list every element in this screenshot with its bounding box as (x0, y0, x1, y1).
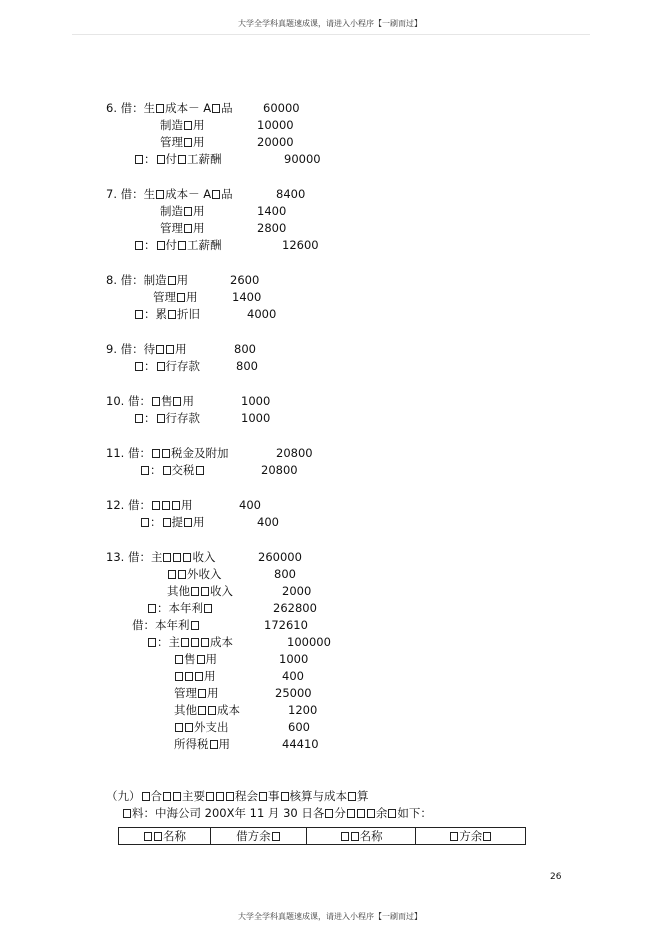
entry-line (273, 601, 317, 615)
entry-line (264, 618, 308, 632)
text-run: 借：本年利 (132, 618, 190, 632)
text-run: 工薪酬 (187, 238, 222, 252)
entry-line (160, 221, 205, 235)
missing-glyph-box (175, 672, 183, 681)
balance-table-header-row (119, 828, 526, 845)
entry-line (284, 152, 321, 166)
missing-glyph-box (175, 723, 183, 732)
text-run: 合 (150, 789, 162, 803)
missing-glyph-box (201, 587, 209, 596)
missing-glyph-box (172, 501, 180, 510)
text-run: 600 (288, 720, 310, 734)
text-run: 用 (175, 342, 187, 356)
missing-glyph-box (163, 518, 171, 527)
text-run: 成本 (210, 635, 233, 649)
missing-glyph-box (185, 723, 193, 732)
missing-glyph-box (195, 672, 203, 681)
entry-line (236, 359, 258, 373)
balance-table-header-cell (210, 828, 306, 845)
text-run: 用 (193, 515, 205, 529)
text-run: 800 (274, 567, 296, 581)
missing-glyph-box (135, 241, 143, 250)
entry-line (134, 359, 200, 373)
entry-line (257, 221, 286, 235)
entry-line (106, 342, 187, 356)
text-run: 名称 (359, 829, 383, 843)
text-run: 12600 (282, 238, 319, 252)
text-run: 管理 (174, 686, 197, 700)
missing-glyph-box (216, 792, 224, 801)
text-run: 1400 (232, 290, 262, 304)
entry-line (234, 342, 256, 356)
missing-glyph-box (185, 672, 193, 681)
text-run: 90000 (284, 152, 321, 166)
text-run: 方余 (459, 829, 483, 843)
missing-glyph-box (162, 449, 170, 458)
entry-line (261, 463, 298, 477)
text-run: 税金及附加 (170, 446, 229, 460)
text-run: 2600 (230, 273, 260, 287)
missing-glyph-box (226, 792, 234, 801)
entry-line (134, 307, 200, 321)
text-run: 售 (184, 652, 196, 666)
entry-line (132, 618, 200, 632)
balance-table-header-cell (119, 828, 211, 845)
entry-line (276, 187, 305, 201)
text-run: 20000 (257, 135, 294, 149)
missing-glyph-box (148, 604, 156, 613)
entry-line (153, 290, 198, 304)
entry-line (239, 498, 261, 512)
text-run: 品 (221, 101, 233, 115)
text-run: 20800 (261, 463, 298, 477)
missing-glyph-box (184, 138, 192, 147)
missing-glyph-box (152, 501, 160, 510)
entry-line (134, 411, 200, 425)
entry-line (288, 720, 310, 734)
balance-table-header-cell (306, 828, 416, 845)
entry-line (134, 152, 222, 166)
page-number: 26 (550, 872, 562, 882)
text-run: 事 (268, 789, 280, 803)
missing-glyph-box (208, 706, 216, 715)
missing-glyph-box (259, 792, 267, 801)
entry-line (160, 118, 205, 132)
text-run: 料：中海公司 200X年 11 月 30 日各 (132, 806, 325, 820)
entry-line (230, 273, 259, 287)
entry-line (282, 669, 304, 683)
missing-glyph-box (148, 638, 156, 647)
missing-glyph-box (156, 345, 164, 354)
text-run: 用 (193, 204, 205, 218)
text-run: 管理 (160, 221, 183, 235)
missing-glyph-box (210, 740, 218, 749)
text-run: 7. 借：生 (106, 187, 156, 201)
text-run: 1400 (257, 204, 287, 218)
missing-glyph-box (357, 809, 365, 818)
missing-glyph-box (168, 276, 176, 285)
missing-glyph-box (198, 706, 206, 715)
text-run: 名称 (162, 829, 186, 843)
missing-glyph-box (178, 570, 186, 579)
missing-glyph-box (212, 104, 220, 113)
missing-glyph-box (191, 638, 199, 647)
text-run: 25000 (275, 686, 312, 700)
missing-glyph-box (483, 832, 491, 841)
text-run: 172610 (264, 618, 308, 632)
text-run: 外收入 (187, 567, 222, 581)
text-run: 6. 借：生 (106, 101, 156, 115)
missing-glyph-box (135, 362, 143, 371)
text-run: 售 (160, 394, 173, 408)
missing-glyph-box (142, 792, 150, 801)
entry-line (134, 238, 222, 252)
missing-glyph-box (141, 466, 149, 475)
text-run: 8400 (276, 187, 306, 201)
text-run: 2000 (282, 584, 312, 598)
text-run: 400 (257, 515, 279, 529)
entry-line (174, 686, 219, 700)
text-run: 制造 (160, 204, 183, 218)
missing-glyph-box (184, 518, 192, 527)
text-run: 262800 (273, 601, 317, 615)
missing-glyph-box (178, 155, 186, 164)
missing-glyph-box (198, 689, 206, 698)
entry-line (106, 394, 194, 408)
entry-line (263, 101, 300, 115)
missing-glyph-box (141, 518, 149, 527)
entry-line (106, 498, 192, 512)
missing-glyph-box (201, 638, 209, 647)
missing-glyph-box (212, 190, 220, 199)
missing-glyph-box (152, 449, 160, 458)
entry-line (282, 238, 319, 252)
text-run: ： (150, 515, 162, 529)
text-run: 1000 (279, 652, 309, 666)
text-run: 其他 (174, 703, 197, 717)
text-run: 工薪酬 (187, 152, 222, 166)
missing-glyph-box (184, 207, 192, 216)
entry-line (106, 101, 233, 115)
text-run: 收入 (192, 550, 216, 564)
missing-glyph-box (152, 397, 160, 406)
text-run: 分 (334, 806, 346, 820)
text-run: 4000 (247, 307, 277, 321)
missing-glyph-box (135, 155, 143, 164)
text-run: 用 (176, 273, 189, 287)
entry-line (174, 669, 216, 683)
text-run: 用 (218, 737, 230, 751)
entry-line (174, 737, 230, 751)
entry-line (279, 652, 308, 666)
text-run: 用 (193, 118, 205, 132)
missing-glyph-box (183, 553, 191, 562)
entry-line (167, 584, 233, 598)
missing-glyph-box (272, 832, 280, 841)
text-run: 10000 (257, 118, 294, 132)
missing-glyph-box (281, 792, 289, 801)
text-run: 1000 (241, 394, 271, 408)
missing-glyph-box (196, 466, 204, 475)
text-run: 其他 (167, 584, 190, 598)
entry-line (106, 273, 188, 287)
missing-glyph-box (177, 293, 185, 302)
entry-line (241, 411, 270, 425)
missing-glyph-box (175, 655, 183, 664)
missing-glyph-box (388, 809, 396, 818)
text-run: 9. 借：待 (106, 342, 156, 356)
text-run: 8. 借：制造 (106, 273, 167, 287)
text-run: 算 (357, 789, 369, 803)
missing-glyph-box (166, 345, 174, 354)
text-run: 用 (180, 498, 193, 512)
missing-glyph-box (347, 809, 355, 818)
entry-line (106, 789, 369, 803)
entry-line (140, 463, 205, 477)
text-run: 成本 (217, 703, 240, 717)
text-run: 付 (165, 238, 177, 252)
entry-line (140, 515, 205, 529)
text-run: ： (144, 238, 156, 252)
missing-glyph-box (157, 241, 165, 250)
entry-line (276, 446, 313, 460)
text-run: 12. 借： (106, 498, 151, 512)
balance-table-header-cell (416, 828, 526, 845)
missing-glyph-box (135, 414, 143, 423)
missing-glyph-box (197, 655, 205, 664)
missing-glyph-box (178, 241, 186, 250)
entry-line (287, 635, 331, 649)
entry-line (122, 806, 432, 820)
text-run: 用 (205, 652, 217, 666)
text-run: 260000 (258, 550, 302, 564)
text-run: 800 (234, 342, 256, 356)
missing-glyph-box (191, 621, 199, 630)
entry-line (147, 601, 213, 615)
text-run: 用 (207, 686, 219, 700)
text-run: 所得税 (174, 737, 209, 751)
text-run: ： (150, 463, 162, 477)
text-run: 成本－ A (165, 101, 212, 115)
missing-glyph-box (157, 155, 165, 164)
text-run: 制造 (160, 118, 183, 132)
entry-line (274, 567, 296, 581)
missing-glyph-box (154, 832, 162, 841)
text-run: 借方余 (236, 829, 271, 843)
text-run: 用 (204, 669, 216, 683)
entry-line (257, 135, 294, 149)
text-run: 折旧 (177, 307, 200, 321)
missing-glyph-box (157, 362, 165, 371)
missing-glyph-box (163, 466, 171, 475)
text-run: 行存款 (165, 411, 200, 425)
text-run: ： (144, 359, 156, 373)
text-run: 收入 (210, 584, 233, 598)
entry-line (147, 635, 233, 649)
bottom-banner: 大学全学科真题速成课，请进入小程序【一刷而过】 (238, 912, 422, 921)
entry-line (174, 703, 240, 717)
text-run: 20800 (276, 446, 313, 460)
text-run: 外支出 (194, 720, 229, 734)
text-run: 44410 (282, 737, 319, 751)
text-run: 管理 (153, 290, 176, 304)
missing-glyph-box (156, 190, 164, 199)
text-run: 用 (182, 394, 194, 408)
text-run: 100000 (287, 635, 331, 649)
missing-glyph-box (123, 809, 131, 818)
text-run: 如下： (397, 806, 432, 820)
missing-glyph-box (351, 832, 359, 841)
entry-line (282, 737, 319, 751)
missing-glyph-box (162, 501, 170, 510)
missing-glyph-box (450, 832, 458, 841)
text-run: ：本年利 (157, 601, 203, 615)
text-run: 2800 (257, 221, 287, 235)
entry-line (257, 515, 279, 529)
text-run: 60000 (263, 101, 300, 115)
text-run: （九） (106, 789, 141, 803)
text-run: ： (144, 411, 156, 425)
text-run: 行存款 (165, 359, 200, 373)
missing-glyph-box (204, 604, 212, 613)
text-run: 提 (171, 515, 183, 529)
entry-line (160, 135, 205, 149)
text-run: 13. 借：主 (106, 550, 163, 564)
text-run: 付 (165, 152, 177, 166)
entry-line (258, 550, 302, 564)
text-run: 程会 (235, 789, 258, 803)
entry-line (106, 550, 215, 564)
missing-glyph-box (173, 792, 181, 801)
missing-glyph-box (325, 809, 333, 818)
entry-line (174, 652, 217, 666)
text-run: 用 (193, 135, 205, 149)
text-run: 400 (282, 669, 304, 683)
missing-glyph-box (367, 809, 375, 818)
text-run: 用 (186, 290, 198, 304)
entry-line (167, 567, 222, 581)
entry-line (106, 187, 233, 201)
missing-glyph-box (163, 792, 171, 801)
text-run: 交税 (171, 463, 195, 477)
entry-line (257, 204, 286, 218)
text-run: 品 (221, 187, 233, 201)
missing-glyph-box (173, 553, 181, 562)
text-run: 1000 (241, 411, 271, 425)
entry-line (275, 686, 312, 700)
top-banner: 大学全学科真题速成课，请进入小程序【一刷而过】 (238, 19, 422, 28)
text-run: 800 (236, 359, 258, 373)
text-run: 成本－ A (165, 187, 212, 201)
entry-line (282, 584, 311, 598)
text-run: 余 (375, 806, 388, 820)
text-run: 10. 借： (106, 394, 151, 408)
header-divider (72, 34, 590, 35)
text-run: ：累 (144, 307, 167, 321)
text-run: 400 (239, 498, 261, 512)
entry-line (106, 446, 228, 460)
entry-line (160, 204, 205, 218)
text-run: 主要 (182, 789, 205, 803)
text-run: 11. 借： (106, 446, 151, 460)
missing-glyph-box (135, 310, 143, 319)
missing-glyph-box (191, 587, 199, 596)
entry-line (241, 394, 270, 408)
entry-line (232, 290, 261, 304)
text-run: ：主 (157, 635, 180, 649)
text-run: 用 (193, 221, 205, 235)
missing-glyph-box (157, 414, 165, 423)
missing-glyph-box (184, 224, 192, 233)
missing-glyph-box (173, 397, 181, 406)
entry-line (257, 118, 294, 132)
balance-table (118, 827, 526, 845)
missing-glyph-box (184, 121, 192, 130)
missing-glyph-box (144, 832, 152, 841)
missing-glyph-box (156, 104, 164, 113)
entry-line (174, 720, 229, 734)
entry-line (247, 307, 276, 321)
entry-line (288, 703, 317, 717)
text-run: ： (144, 152, 156, 166)
text-run: 管理 (160, 135, 183, 149)
missing-glyph-box (206, 792, 214, 801)
missing-glyph-box (168, 570, 176, 579)
missing-glyph-box (163, 553, 171, 562)
missing-glyph-box (181, 638, 189, 647)
text-run: 核算与成本 (289, 789, 347, 803)
missing-glyph-box (341, 832, 349, 841)
missing-glyph-box (168, 310, 176, 319)
text-run: 1200 (288, 703, 318, 717)
missing-glyph-box (348, 792, 356, 801)
